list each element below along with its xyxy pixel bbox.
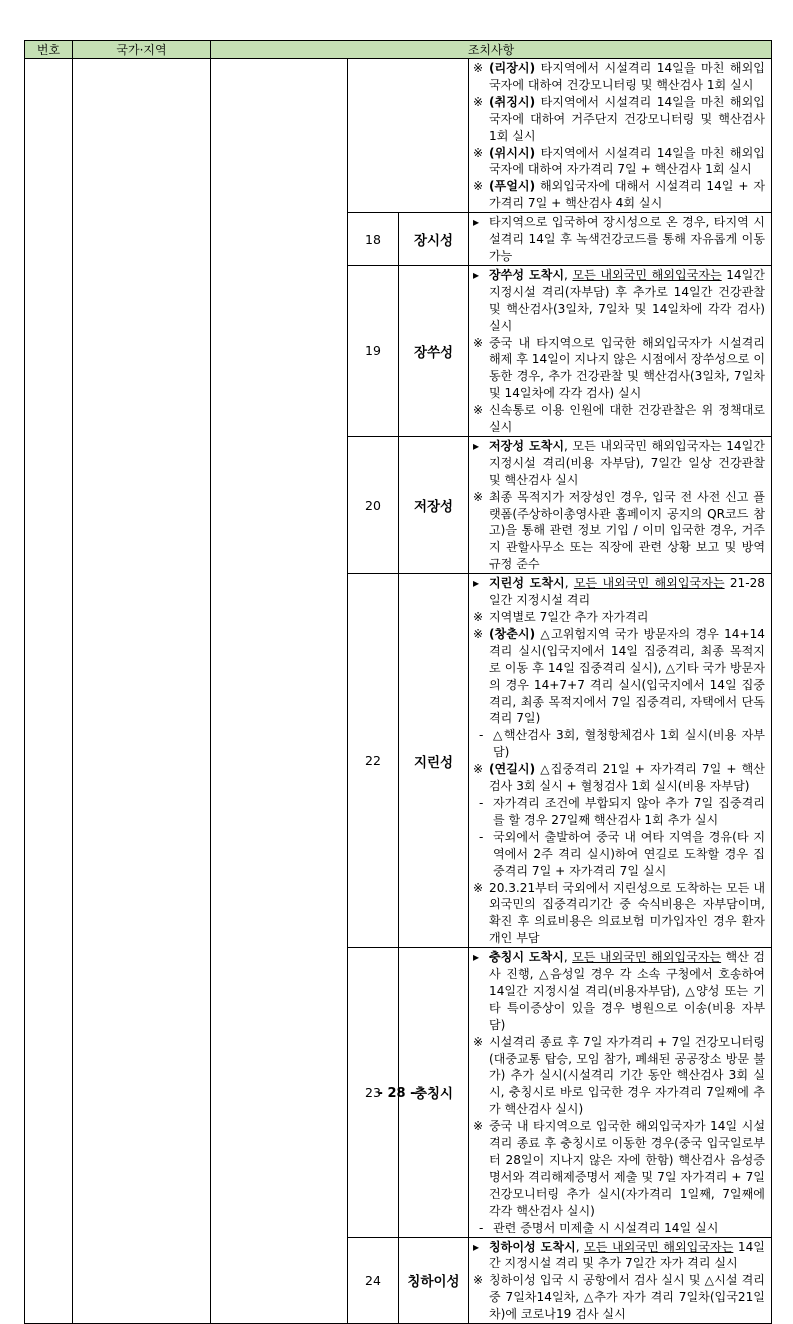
list-item: - 국외에서 출발하여 중국 내 여타 지역을 경유(타 지역에서 2주 격리 실시)하여 연길로 도착할 경우 집중격리 7일 + 자가격리 7일 실시 [479,829,765,878]
list-item: ※ 칭하이성 입국 시 공항에서 검사 실시 및 △시설 격리 중 7일차14일차, △추가 자가 격리 7일차(입국21일차)에 코로나19 검사 실시 [473,1273,765,1322]
list-item: ▸ 칭하이성 도착시, 모든 내외국민 해외입국자는 14일간 지정시설 격리 및 추가 7일간 자가 격리 실시 [473,1239,765,1271]
header-country: 국가·지역 [73,41,211,59]
list-item: ▸ 지린성 도착시, 모든 내외국민 해외입국자는 21-28일간 지정시설 격리 [473,576,765,608]
province-name: 장시성 [399,213,469,266]
list-item: ※ 시설격리 종료 후 7일 자가격리 + 7일 건강모니터링(대중교통 탑승, 모임 참가, 폐쇄된 공공장소 방문 불가) 추가 실시(시설격리 기간 동안 핵산검사 3회 실시, 충칭시로 바로 입국한 경우 자가격리 7일째에 추가 핵산검사 실시) [473,1034,765,1117]
no-cell-empty [25,59,73,1324]
list-item: ※ (연길시) △집중격리 21일 + 자가격리 7일 + 핵산검사 3회 실시 + 혈청검사 1회 실시(비용 자부담) [473,762,765,794]
list-item: - 자가격리 조건에 부합되지 않아 추가 7일 집중격리를 할 경우 27일째 핵산검사 1회 추가 실시 [479,795,765,827]
list-item: ※ (푸얼시) 해외입국자에 대해서 시설격리 14일 + 자가격리 7일 + 핵산검사 4회 실시 [473,179,765,211]
list-item: ※ 신속통로 이용 인원에 대한 건강관찰은 위 정책대로 실시 [473,403,765,435]
region-group-cell-empty [211,59,348,1324]
list-item: ※ 최종 목적지가 저장성인 경우, 입국 전 사전 신고 플랫폼(주상하이총영사관 홈페이지 공지의 QR코드 참고)을 통해 관련 정보 기입 / 이미 입국한 경우, 거주지 관할사무소 또는 직장에 관련 상황 보고 및 방역 규정 준수 [473,489,765,572]
measures-cell [469,436,772,573]
list-item: ※ (리장시) 타지역에서 시설격리 14일을 마친 해외입국자에 대하여 건강모니터링 및 핵산검사 1회 실시 [473,61,765,92]
row-number: 24 [348,1237,399,1324]
province-name: 충칭시 [399,948,469,1237]
province-name: 칭하이성 [399,1237,469,1324]
row-number: 20 [348,436,399,573]
page-number: - 28 - [377,1086,416,1101]
province-cell-continued [348,59,469,213]
measures-cell-continued [469,59,772,213]
list-item: ▸ 타지역으로 입국하여 장시성으로 온 경우, 타지역 시설격리 14일 후 녹색건강코드를 통해 자유롭게 이동 가능 [473,215,765,263]
list-item: ※ 중국 내 타지역으로 입국한 해외입국자가 시설격리 해제 후 14일이 지나지 않은 시점에서 장쑤성으로 이동한 경우, 추가 건강관찰 및 핵산검사(3일차, 7일차 및 14일차에 각각 검사) 실시 [473,335,765,401]
list-item: ※ 중국 내 타지역으로 입국한 해외입국자가 14일 시설격리 종료 후 충칭시로 이동한 경우(중국 입국일로부터 28일이 지나지 않은 자에 한함) 핵산검사 음성증명서와 격리해제증명서 제출 및 7일 자가격리 + 7일 건강모니터링 추가 실시(자가격리 1일째, 7일째에 각각 핵산검사 실시) [473,1119,765,1218]
row-number: 22 [348,574,399,948]
measures-cell [469,265,772,436]
list-item: ▸ 장쑤성 도착시, 모든 내외국민 해외입국자는 14일간 지정시설 격리(자부담) 후 추가로 14일간 건강관찰 및 핵산검사(3일차, 7일차 및 14일차에 각각 검사) 실시 [473,267,765,333]
measures-cell [469,574,772,948]
row-number: 18 [348,213,399,266]
row-number: 19 [348,265,399,436]
list-item: - 관련 증명서 미제출 시 시설격리 14일 실시 [479,1220,719,1235]
table-header-row [25,41,772,59]
header-no: 번호 [25,41,73,59]
province-name: 저장성 [399,436,469,573]
list-item: ※ (취징시) 타지역에서 시설격리 14일을 마친 해외입국자에 대하여 거주단지 건강모니터링 및 핵산검사 1회 실시 [473,94,765,143]
measures-cell [469,1237,772,1324]
list-item: ▸ 저장성 도착시, 모든 내외국민 해외입국자는 14일간 지정시설 격리(비용 자부담), 7일간 일상 건강관찰 및 핵산검사 실시 [473,438,765,487]
list-item: ※ 20.3.21부터 국외에서 지린성으로 도착하는 모든 내외국민의 집중격리기간 중 숙식비용은 자부담이며, 확진 후 의료비용은 의료보험 미가입자인 경우 환자 개인 부담 [473,880,765,946]
province-name: 장쑤성 [399,265,469,436]
list-item: ※ (위시시) 타지역에서 시설격리 14일을 마친 해외입국자에 대하여 자가격리 7일 + 핵산검사 1회 실시 [473,145,765,177]
list-item: - △핵산검사 3회, 혈청항체검사 1회 실시(비용 자부담) [479,728,765,760]
province-name: 지린성 [399,574,469,948]
row-number: 23 [348,948,399,1237]
measures-table [24,40,772,1324]
country-cell-empty [73,59,211,1324]
list-item: ※ 지역별로 7일간 추가 자가격리 [473,610,649,624]
list-item: ▸ 충칭시 도착시, 모든 내외국민 해외입국자는 핵산 검사 진행, △음성일 경우 각 소속 구청에서 호송하여 14일간 지정시설 격리(비용자부담), △양성 또는 기타 특이증상이 있을 경우 병원으로 이송(비용 자부담) [473,950,765,1032]
header-measures: 조치사항 [211,41,772,59]
list-item: ※ (창춘시) △고위험지역 국가 방문자의 경우 14+14 격리 실시(입국지에서 14일 집중격리, 최종 목적지로 이동 후 14일 집중격리 실시), △기타 국가 방문자의 경우 14+7+7 격리 실시(입국지에서 14일 집중격리, 최종 목적지에서 7일 집중격리, 자택에서 단독 격리 7일) [473,626,765,726]
measures-cell [469,213,772,266]
table-row [25,59,772,213]
